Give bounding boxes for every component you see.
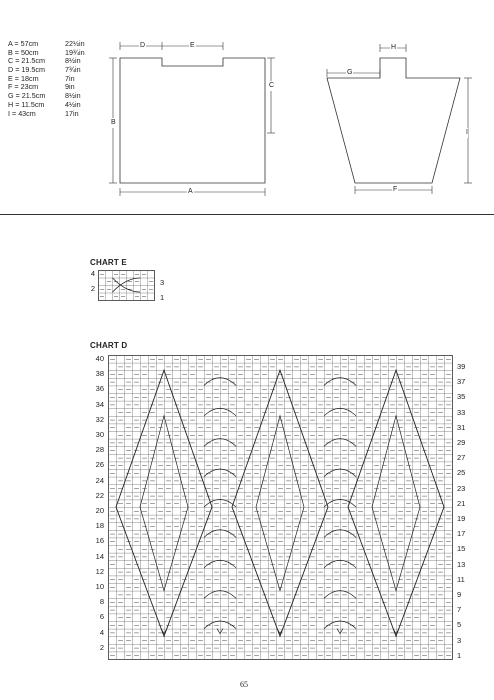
chart-d-row-number: 21 xyxy=(457,498,466,508)
chart-d-cable-arc xyxy=(324,530,356,538)
measurement-imperial: 4½in xyxy=(65,99,81,109)
chart-d-row-number: 22 xyxy=(95,490,104,500)
chart-d-cable-arc xyxy=(324,439,356,447)
dim-label-e: E xyxy=(190,42,195,49)
body-outline xyxy=(120,58,265,183)
chart-d-row-number: 38 xyxy=(95,369,104,379)
dim-label-h: H xyxy=(391,44,397,51)
dim-label-a: A xyxy=(188,188,193,195)
chart-e-row-number: 3 xyxy=(160,278,165,287)
chart-d-row-number: 29 xyxy=(457,438,466,447)
chart-d-row-number: 3 xyxy=(457,635,462,645)
chart-d-row-number: 5 xyxy=(457,620,462,630)
chart-d-row-number: 4 xyxy=(99,627,104,637)
chart-d-cable-diamond xyxy=(116,370,212,636)
chart-d-cable-arc xyxy=(204,499,236,507)
chart-d-cable-diamond xyxy=(348,370,444,636)
measurement-metric: H = 11.5cm xyxy=(8,99,45,109)
measurement-imperial: 22½in xyxy=(65,39,85,48)
chart-d-cable-arc xyxy=(204,378,236,386)
chart-d-grid xyxy=(108,355,454,665)
chart-d-row-number: 35 xyxy=(457,392,466,402)
chart-d-row-number: 16 xyxy=(95,536,104,546)
chart-d-cable-diamond-inner xyxy=(140,416,188,591)
body-schematic xyxy=(105,38,295,203)
measurements-list xyxy=(8,40,108,122)
measurement-metric: B = 50cm xyxy=(8,47,39,57)
chart-d-cable-arc xyxy=(204,439,236,447)
chart-d-row-number: 13 xyxy=(457,559,466,569)
chart-e-row-number: 4 xyxy=(90,269,95,278)
chart-e-grid xyxy=(98,270,158,302)
chart-d-cable-arc xyxy=(204,408,236,416)
chart-d-row-number: 27 xyxy=(457,453,466,463)
chart-d-row-number: 18 xyxy=(95,521,104,531)
chart-d-row-number: 30 xyxy=(95,430,104,439)
measurement-metric: C = 21.5cm xyxy=(8,56,45,66)
chart-d-row-number: 39 xyxy=(457,362,466,371)
measurement-imperial: 19¾in xyxy=(65,47,85,57)
chart-d-row-number: 37 xyxy=(457,377,466,387)
chart-e-row-number: 2 xyxy=(90,284,95,293)
sleeve-schematic xyxy=(320,38,480,203)
chart-d-cable-arc xyxy=(324,621,356,629)
page-number: 65 xyxy=(240,680,248,689)
chart-e-cable-symbol xyxy=(113,278,141,292)
chart-d-cable-arc xyxy=(324,591,356,599)
chart-d-title: CHART D xyxy=(90,341,128,350)
chart-d-row-number: 32 xyxy=(95,414,104,424)
chart-d-cable-arc xyxy=(324,378,356,386)
chart-d-cable-arc xyxy=(204,591,236,599)
chart-d-row-number: 19 xyxy=(457,514,466,523)
measurement-metric: I = 43cm xyxy=(8,108,36,118)
chart-d-row-number: 10 xyxy=(95,582,104,591)
chart-d-row-number: 6 xyxy=(99,612,104,622)
measurement-imperial: 7in xyxy=(65,73,75,83)
dim-label-g: G xyxy=(347,69,353,76)
chart-d-row-number: 34 xyxy=(95,399,104,409)
chart-d-row-number: 1 xyxy=(457,650,462,660)
dim-label-d: D xyxy=(140,42,146,49)
measurement-metric: G = 21.5cm xyxy=(8,91,46,101)
chart-d-row-number: 24 xyxy=(95,475,104,485)
chart-d-row-number: 8 xyxy=(99,597,104,607)
chart-d-cable-diamond xyxy=(232,370,328,636)
measurement-imperial: 17in xyxy=(65,108,79,118)
chart-d-cable-arc xyxy=(324,560,356,568)
dim-label-i: I xyxy=(466,129,468,136)
section-divider xyxy=(0,214,494,215)
chart-d-row-number: 9 xyxy=(457,590,462,599)
dim-label-b: B xyxy=(111,119,116,126)
chart-d-cable-arc xyxy=(324,469,356,477)
chart-d-cable-diamond-inner xyxy=(372,416,420,591)
chart-d-cable-arc xyxy=(204,621,236,629)
measurement-imperial: 9in xyxy=(65,82,75,92)
chart-d-row-number: 33 xyxy=(457,407,466,417)
chart-d-cable-arc xyxy=(204,469,236,477)
chart-d-row-number: 15 xyxy=(457,544,466,554)
chart-d-row-number: 36 xyxy=(95,384,104,394)
chart-d-row-number: 7 xyxy=(457,605,462,615)
chart-d-row-number: 20 xyxy=(95,506,104,515)
chart-d-row-number: 2 xyxy=(99,642,104,652)
chart-e-row-number: 1 xyxy=(160,293,165,302)
dim-label-c: C xyxy=(269,82,275,89)
chart-d-row-number: 40 xyxy=(95,354,104,363)
measurement-metric: E = 18cm xyxy=(8,73,39,83)
dim-label-f: F xyxy=(393,186,398,193)
chart-d-row-number: 31 xyxy=(457,422,466,432)
chart-d-row-number: 26 xyxy=(95,460,104,470)
measurement-row xyxy=(8,110,108,119)
chart-d-row-number: 14 xyxy=(95,551,104,561)
measurement-imperial: 7¾in xyxy=(65,65,81,75)
measurement-metric: F = 23cm xyxy=(8,82,39,92)
measurement-metric: A = 57cm xyxy=(8,39,39,48)
chart-d-cable-arc xyxy=(324,499,356,507)
chart-d-row-number: 11 xyxy=(457,574,465,584)
measurement-imperial: 8½in xyxy=(65,56,81,66)
chart-d-cable-arc xyxy=(204,560,236,568)
chart-d-row-number: 17 xyxy=(457,529,466,539)
chart-d-row-number: 23 xyxy=(457,483,466,493)
chart-e-title: CHART E xyxy=(90,258,127,267)
chart-d-row-number: 28 xyxy=(95,445,104,455)
chart-d-cable-arc xyxy=(324,408,356,416)
chart-d-row-number: 12 xyxy=(95,566,104,576)
measurement-imperial: 8½in xyxy=(65,91,81,101)
measurement-metric: D = 19.5cm xyxy=(8,65,45,75)
chart-d-row-number: 25 xyxy=(457,468,466,478)
chart-d-cable-arc xyxy=(204,530,236,538)
